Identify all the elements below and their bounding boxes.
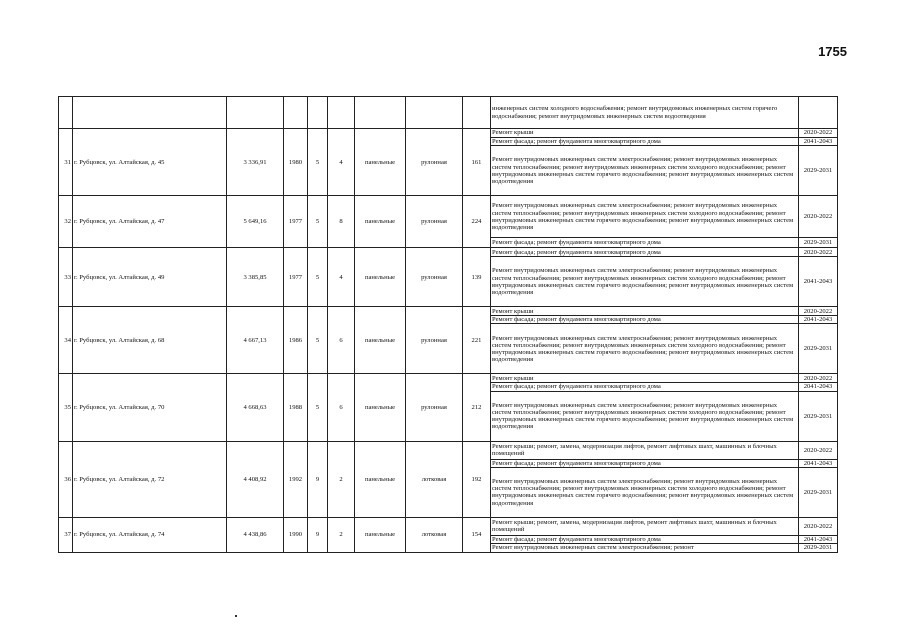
area-cell: 4 438,86 [227,517,284,552]
floors-cell: 9 [308,441,328,517]
work-period: 2041-2043 [799,257,838,307]
repair-schedule-table [58,96,838,553]
work-period: 2029-2031 [799,146,838,196]
work-period: 2029-2031 [799,544,838,553]
floors-cell [308,97,328,129]
wall-material-cell: панельные [355,441,406,517]
page-number: 1755 [818,44,847,59]
work-period: 2020-2022 [799,441,838,459]
work-period: 2029-2031 [799,238,838,248]
table-row [59,97,838,129]
work-description: Ремонт фасада; ремонт фундамента многоквартирного дома [491,316,799,324]
address-cell: г. Рубцовск, ул. Алтайская, д. 68 [73,307,227,374]
roof-type-cell: лотковая [406,517,463,552]
work-period: 2020-2022 [799,374,838,383]
area-cell: 4 408,92 [227,441,284,517]
wall-material-cell [355,97,406,129]
floors-cell: 5 [308,248,328,307]
area-cell: 3 385,85 [227,248,284,307]
floors-cell: 5 [308,196,328,248]
work-description: Ремонт внутридомовых инженерных систем электроснабжения; ремонт внутридомовых инженерных систем теплоснабжения; ремонт внутридомовых инженерных систем холодного водоснабжения; ремонт внутридомовых инженерных систем горячего водоснабжения; ремонт внутридомовых инженерных систем водоотведения [491,196,799,238]
work-description: Ремонт внутридомовых инженерных систем электроснабжения; ремонт внутридомовых инженерных систем теплоснабжения; ремонт внутридомовых инженерных систем холодного водоснабжения; ремонт внутридомовых инженерных систем горячего водоснабжения; ремонт внутридомовых инженерных систем водоотведения [491,324,799,374]
work-description: Ремонт внутридомовых инженерных систем электроснабжения; ремонт внутридомовых инженерных систем теплоснабжения; ремонт внутридомовых инженерных систем холодного водоснабжения; ремонт внутридомовых инженерных систем горячего водоснабжения; ремонт внутридомовых инженерных систем водоотведения [491,391,799,441]
entrances-cell: 2 [328,517,355,552]
work-description: инженерных систем холодного водоснабжения; ремонт внутридомовых инженерных систем горячего водоснабжения; ремонт внутридомовых инженерных систем водоотведения [491,97,799,129]
work-description: Ремонт фасада; ремонт фундамента многоквартирного дома [491,383,799,391]
work-description: Ремонт внутридомовых инженерных систем электроснабжения; ремонт внутридомовых инженерных систем теплоснабжения; ремонт внутридомовых инженерных систем холодного водоснабжения; ремонт внутридомовых инженерных систем горячего водоснабжения; ремонт внутридомовых инженерных систем водоотведения [491,467,799,517]
row-number: 37 [59,517,73,552]
roof-type-cell: рулонная [406,129,463,196]
residents-cell: 192 [463,441,491,517]
work-period: 2029-2031 [799,391,838,441]
area-cell [227,97,284,129]
area-cell: 3 336,91 [227,129,284,196]
table-body [59,97,838,553]
work-period: 2041-2043 [799,459,838,467]
work-period: 2020-2022 [799,129,838,138]
address-cell: г. Рубцовск, ул. Алтайская, д. 72 [73,441,227,517]
work-period: 2029-2031 [799,467,838,517]
area-cell: 4 668,63 [227,374,284,441]
work-description: Ремонт фасада; ремонт фундамента многоквартирного дома [491,459,799,467]
entrances-cell [328,97,355,129]
wall-material-cell: панельные [355,196,406,248]
table-row [59,248,838,257]
roof-type-cell: лотковая [406,441,463,517]
address-cell [73,97,227,129]
roof-type-cell: рулонная [406,196,463,248]
floors-cell: 9 [308,517,328,552]
work-description: Ремонт крыши; ремонт, замена, модернизация лифтов, ремонт лифтовых шахт, машинных и блочных помещений [491,441,799,459]
work-period: 2041-2043 [799,316,838,324]
address-cell: г. Рубцовск, ул. Алтайская, д. 45 [73,129,227,196]
work-description: Ремонт крыши [491,129,799,138]
table-row [59,196,838,238]
row-number: 35 [59,374,73,441]
wall-material-cell: панельные [355,517,406,552]
wall-material-cell: панельные [355,129,406,196]
year-cell: 1977 [284,196,308,248]
table-row [59,129,838,138]
work-period: 2020-2022 [799,248,838,257]
entrances-cell: 2 [328,441,355,517]
wall-material-cell: панельные [355,307,406,374]
row-number: 33 [59,248,73,307]
year-cell: 1990 [284,517,308,552]
work-period: 2029-2031 [799,324,838,374]
floors-cell: 5 [308,129,328,196]
table-row [59,374,838,383]
floors-cell: 5 [308,307,328,374]
roof-type-cell: рулонная [406,374,463,441]
residents-cell: 212 [463,374,491,441]
scan-speck [235,615,237,617]
row-number: 32 [59,196,73,248]
residents-cell: 224 [463,196,491,248]
roof-type-cell: рулонная [406,307,463,374]
area-cell: 5 649,16 [227,196,284,248]
address-cell: г. Рубцовск, ул. Алтайская, д. 49 [73,248,227,307]
work-period: 2020-2022 [799,517,838,535]
area-cell: 4 667,13 [227,307,284,374]
wall-material-cell: панельные [355,374,406,441]
row-number: 36 [59,441,73,517]
residents-cell [463,97,491,129]
residents-cell: 139 [463,248,491,307]
table-row [59,517,838,535]
work-period [799,97,838,129]
entrances-cell: 6 [328,374,355,441]
year-cell [284,97,308,129]
year-cell: 1992 [284,441,308,517]
residents-cell: 154 [463,517,491,552]
row-number: 34 [59,307,73,374]
year-cell: 1988 [284,374,308,441]
floors-cell: 5 [308,374,328,441]
year-cell: 1986 [284,307,308,374]
work-description: Ремонт внутридомовых инженерных систем электроснабжения; ремонт внутридомовых инженерных систем теплоснабжения; ремонт внутридомовых инженерных систем холодного водоснабжения; ремонт внутридомовых инженерных систем горячего водоснабжения; ремонт внутридомовых инженерных систем водоотведения [491,146,799,196]
work-description: Ремонт фасада; ремонт фундамента многоквартирного дома [491,138,799,146]
address-cell: г. Рубцовск, ул. Алтайская, д. 74 [73,517,227,552]
address-cell: г. Рубцовск, ул. Алтайская, д. 70 [73,374,227,441]
residents-cell: 221 [463,307,491,374]
work-description: Ремонт фасада; ремонт фундамента многоквартирного дома [491,248,799,257]
entrances-cell: 4 [328,248,355,307]
work-description: Ремонт фасада; ремонт фундамента многоквартирного дома [491,238,799,248]
row-number: 31 [59,129,73,196]
table-row [59,441,838,459]
work-period: 2020-2022 [799,307,838,316]
work-description: Ремонт крыши [491,374,799,383]
work-period: 2041-2043 [799,535,838,543]
work-period: 2020-2022 [799,196,838,238]
year-cell: 1977 [284,248,308,307]
table-row [59,307,838,316]
roof-type-cell: рулонная [406,248,463,307]
entrances-cell: 6 [328,307,355,374]
address-cell: г. Рубцовск, ул. Алтайская, д. 47 [73,196,227,248]
work-description: Ремонт крыши; ремонт, замена, модернизация лифтов, ремонт лифтовых шахт, машинных и блочных помещений [491,517,799,535]
work-description: Ремонт внутридомовых инженерных систем электроснабжения; ремонт внутридомовых инженерных систем теплоснабжения; ремонт внутридомовых инженерных систем холодного водоснабжения; ремонт внутридомовых инженерных систем горячего водоснабжения; ремонт внутридомовых инженерных систем водоотведения [491,257,799,307]
entrances-cell: 4 [328,129,355,196]
work-description: Ремонт внутридомовых инженерных систем электроснабжения; ремонт [491,544,799,553]
row-number [59,97,73,129]
entrances-cell: 8 [328,196,355,248]
year-cell: 1980 [284,129,308,196]
work-period: 2041-2043 [799,383,838,391]
roof-type-cell [406,97,463,129]
work-description: Ремонт фасада; ремонт фундамента многоквартирного дома [491,535,799,543]
work-period: 2041-2043 [799,138,838,146]
work-description: Ремонт крыши [491,307,799,316]
residents-cell: 161 [463,129,491,196]
wall-material-cell: панельные [355,248,406,307]
